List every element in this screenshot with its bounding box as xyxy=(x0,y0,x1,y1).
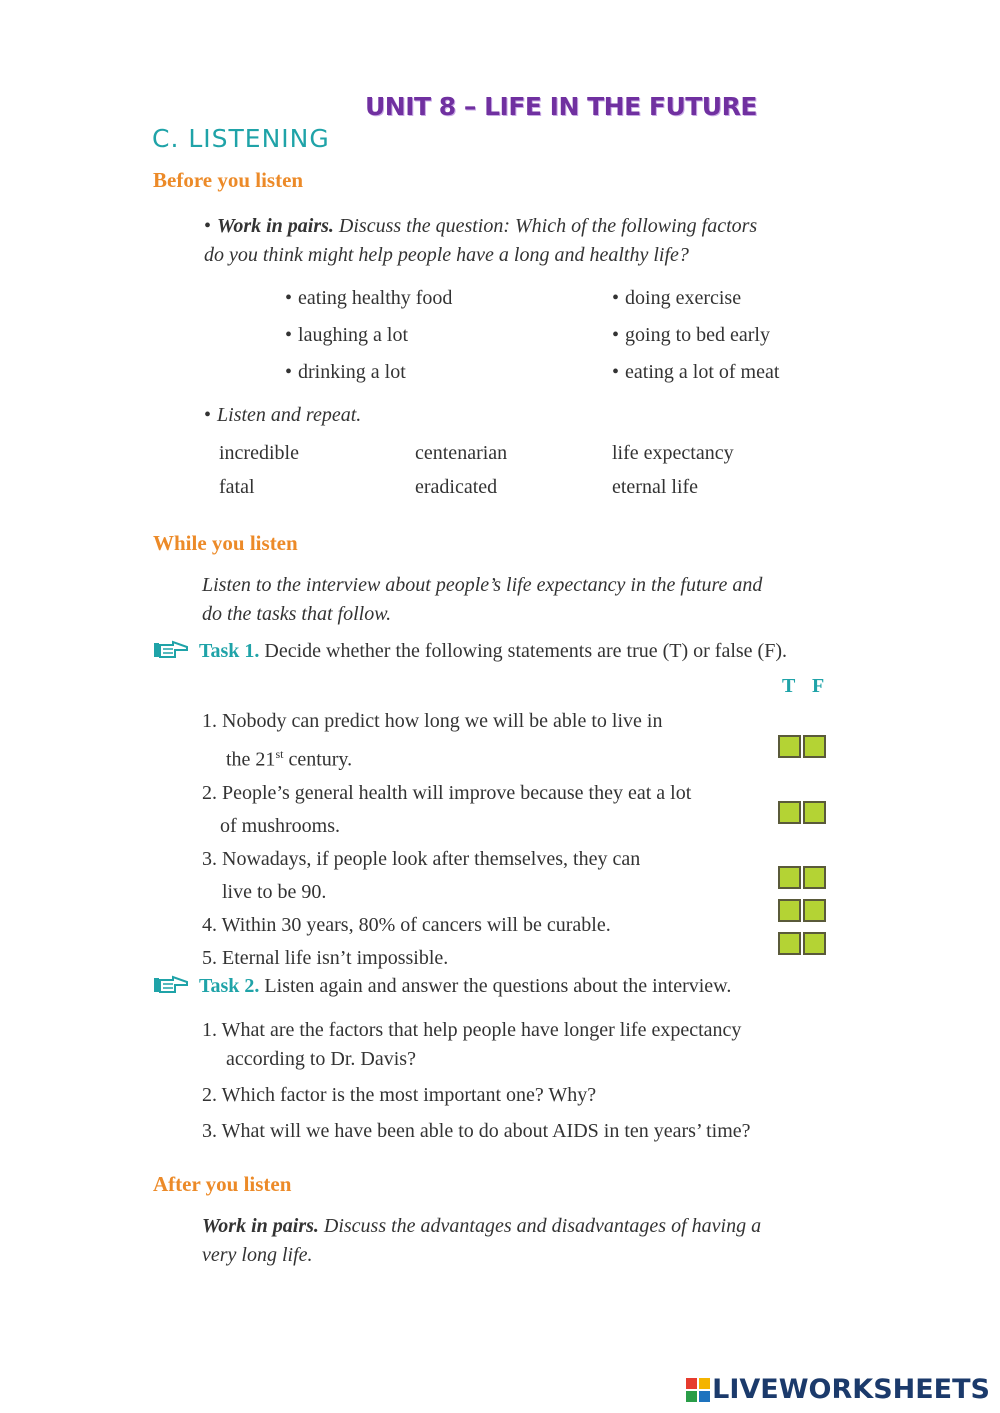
true-box-3[interactable] xyxy=(778,866,801,889)
vocab-word: centenarian xyxy=(415,442,508,464)
list-item: • doing exercise xyxy=(612,280,779,317)
list-item: • going to bed early xyxy=(612,317,779,354)
tf-boxes-4 xyxy=(778,899,826,922)
question-1: 1. What are the factors that help people have longer life expectancy according to Dr. Davis? xyxy=(202,1019,742,1070)
liveworksheets-logo[interactable]: LIVEWORKSHEETS xyxy=(686,1374,990,1405)
factors-left-list xyxy=(285,280,452,391)
false-box-3[interactable] xyxy=(803,866,826,889)
before-instruction: • Work in pairs. Discuss the question: Which of the following factors do you think might help people have a long and healthy life? xyxy=(204,212,884,270)
list-item: • drinking a lot xyxy=(285,354,452,391)
tf-header: T F xyxy=(782,675,831,697)
question-3: 3. What will we have been able to do about AIDS in ten years’ time? xyxy=(202,1120,751,1142)
section-title: C. LISTENING xyxy=(152,124,330,153)
tf-boxes-5 xyxy=(778,932,826,955)
after-heading: After you listen xyxy=(153,1172,292,1196)
false-box-5[interactable] xyxy=(803,932,826,955)
vocab-col-3 xyxy=(612,436,734,504)
task2-questions xyxy=(202,1016,751,1146)
statement-4: 4. Within 30 years, 80% of cancers will be curable. xyxy=(202,913,611,936)
while-heading: While you listen xyxy=(153,531,298,555)
list-item: • eating healthy food xyxy=(285,280,452,317)
before-heading: Before you listen xyxy=(153,168,304,192)
statement-1: 1. Nobody can predict how long we will be able to live in the 21st century. xyxy=(202,710,663,771)
vocab-word: eradicated xyxy=(415,476,498,498)
task2-instruction: Task 2. Listen again and answer the questions about the interview. xyxy=(153,972,731,1001)
vocab-col-2 xyxy=(415,436,507,504)
vocab-col-1 xyxy=(219,436,299,504)
logo-icon xyxy=(686,1378,710,1402)
false-box-4[interactable] xyxy=(803,899,826,922)
list-item: • laughing a lot xyxy=(285,317,452,354)
statement-5: 5. Eternal life isn’t impossible. xyxy=(202,946,449,969)
list-item: • eating a lot of meat xyxy=(612,354,779,391)
while-intro: Listen to the interview about people’s life expectancy in the future and do the tasks that follow. xyxy=(202,574,763,625)
after-instruction: Work in pairs. Discuss the advantages and disadvantages of having a very long life. xyxy=(202,1215,762,1266)
statement-2: 2. People’s general health will improve because they eat a lot of mushrooms. xyxy=(202,781,692,837)
question-2: 2. Which factor is the most important one? Why? xyxy=(202,1084,597,1106)
pointing-hand-icon xyxy=(153,975,189,995)
bullet-icon xyxy=(204,404,217,426)
tf-boxes-2 xyxy=(778,801,826,824)
true-box-5[interactable] xyxy=(778,932,801,955)
factors-right-list xyxy=(612,280,779,391)
true-box-2[interactable] xyxy=(778,801,801,824)
true-box-1[interactable] xyxy=(778,735,801,758)
true-box-4[interactable] xyxy=(778,899,801,922)
repeat-instruction: • Listen and repeat. xyxy=(204,401,361,430)
vocab-word: life expectancy xyxy=(612,442,734,464)
task1-instruction: Task 1. Decide whether the following statements are true (T) or false (F). xyxy=(153,637,787,666)
task1-statements xyxy=(202,705,691,975)
tf-boxes-1 xyxy=(778,735,826,758)
unit-title: UNIT 8 – LIFE IN THE FUTURE xyxy=(365,92,757,121)
tf-boxes-3 xyxy=(778,866,826,889)
statement-3: 3. Nowadays, if people look after themselves, they can live to be 90. xyxy=(202,847,641,903)
pointing-hand-icon xyxy=(153,640,189,660)
false-box-1[interactable] xyxy=(803,735,826,758)
vocab-word: eternal life xyxy=(612,476,699,498)
vocab-word: fatal xyxy=(219,476,255,498)
false-box-2[interactable] xyxy=(803,801,826,824)
bullet-icon xyxy=(204,215,217,237)
vocab-word: incredible xyxy=(219,442,299,464)
